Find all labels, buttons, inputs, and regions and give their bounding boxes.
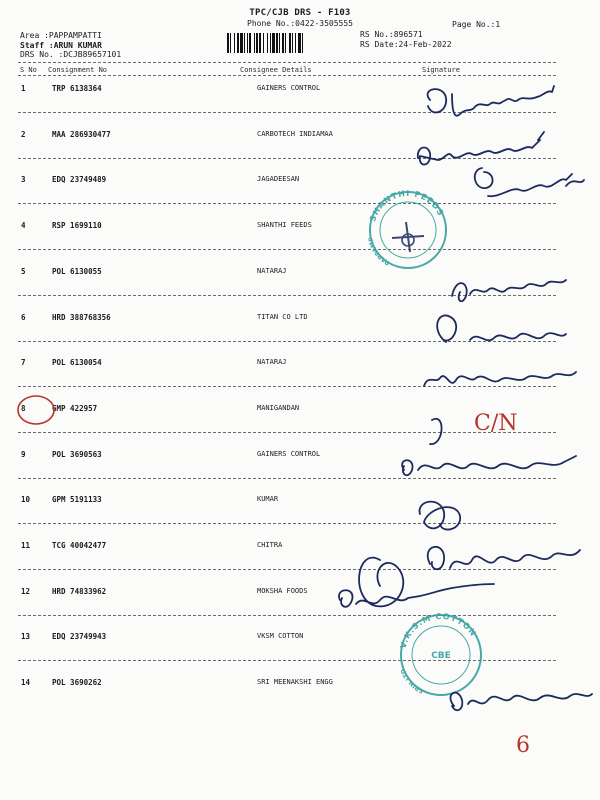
barcode-bar	[279, 33, 280, 53]
svg-text:PAPPAMP	[367, 236, 391, 266]
barcode-bar	[237, 33, 239, 53]
row-serial-number: 6	[21, 313, 26, 322]
row-divider	[18, 478, 556, 479]
signature-row-2	[418, 132, 544, 165]
sheet-header	[200, 8, 400, 28]
row-serial-number: 8	[21, 404, 26, 413]
svg-text:SHANTHI FEEDS	[368, 189, 445, 223]
row-consignee: JAGADEESAN	[257, 175, 300, 183]
count-note: 6	[516, 733, 530, 758]
barcode-bar	[227, 33, 229, 53]
row-divider	[18, 569, 556, 570]
row-consignment-number: MAA 286930477	[52, 130, 111, 139]
row-consignee: MOKSHA FOODS	[257, 587, 308, 595]
col-sno: S No	[20, 66, 37, 74]
row-consignment-number: HRD 74833962	[52, 587, 107, 596]
col-consignee: Consignee Details	[240, 66, 312, 74]
row-consignee: TITAN CO LTD	[257, 313, 308, 321]
barcode-bar	[244, 33, 245, 53]
row-divider	[18, 432, 556, 433]
area-label: Area :PAPPAMPATTI	[20, 31, 102, 40]
barcode-bar	[263, 33, 264, 53]
rs-date: RS Date:24-Feb-2022	[360, 39, 452, 49]
signature-row-3	[475, 168, 572, 196]
barcode-bar	[256, 33, 258, 53]
signature-row-7	[424, 372, 576, 386]
row-consignee: NATARAJ	[257, 358, 287, 366]
barcode-bar	[249, 33, 251, 53]
row-consignment-number: GPM 5191133	[52, 495, 102, 504]
svg-text:V.K.S.M COTTON	[399, 612, 479, 650]
row-consignee: KUMAR	[257, 495, 279, 503]
barcode-bar	[298, 33, 301, 53]
barcode-bar	[292, 33, 293, 53]
signature-row-14	[450, 693, 592, 711]
row-divider	[18, 615, 556, 616]
row-divider	[18, 660, 556, 661]
row-divider	[18, 386, 556, 387]
vksm-stamp-side: SPIN LTD	[399, 667, 425, 695]
barcode-bar	[270, 33, 271, 53]
barcode-bar	[282, 33, 284, 53]
row-consignment-number: EDQ 23749943	[52, 632, 107, 641]
page-number: Page No.:1	[452, 20, 501, 29]
signature-row-9	[402, 419, 576, 475]
row-consignee: NATARAJ	[257, 267, 287, 275]
row-serial-number: 10	[21, 495, 31, 504]
divider	[18, 62, 556, 63]
divider	[18, 75, 556, 76]
row-divider	[18, 203, 556, 204]
shanthi-stamp-side: PAPPAMP	[367, 236, 392, 267]
barcode-bar	[230, 33, 231, 53]
row-divider	[18, 112, 556, 113]
signature-row-12	[339, 558, 494, 607]
row-divider	[18, 295, 556, 296]
vksm-stamp-center: CBE	[431, 651, 451, 661]
phone-number: Phone No.:0422-3505555	[247, 19, 353, 28]
row-serial-number: 9	[21, 450, 26, 459]
row-consignee: CARBOTECH INDIAMAA	[257, 130, 333, 138]
row-consignee: GAINERS CONTROL	[257, 450, 321, 458]
row-consignee: SHANTHI FEEDS	[257, 221, 312, 229]
barcode-bar	[302, 33, 303, 53]
shanthi-stamp-text: SHANTHI FEEDS	[368, 188, 446, 223]
row-consignee: VKSM COTTON	[257, 632, 304, 640]
barcode-bar	[240, 33, 243, 53]
sheet-title: TPC/CJB DRS - F103	[249, 8, 351, 18]
staff-label: Staff :ARUN KUMAR	[20, 40, 102, 50]
cn-note: C/N	[474, 411, 518, 436]
row-consignee: MANIGANDAN	[257, 404, 300, 412]
barcode-bar	[285, 33, 286, 53]
row-serial-number: 13	[21, 632, 31, 641]
row-serial-number: 5	[21, 267, 26, 276]
col-consignment: Consignment No	[48, 66, 108, 74]
barcode-bar	[276, 33, 278, 53]
vksm-stamp-text: V.K.S.M COTTON	[398, 611, 479, 650]
barcode-bar	[254, 33, 255, 53]
barcode-bar	[234, 33, 235, 53]
row-consignment-number: EDQ 23749489	[52, 175, 107, 184]
row-serial-number: 1	[21, 84, 26, 93]
barcode-bar	[289, 33, 291, 53]
row-consignment-number: POL 3690262	[52, 678, 102, 687]
col-signature: Signature	[422, 66, 460, 74]
barcode	[227, 33, 353, 53]
barcode-bar	[259, 33, 261, 53]
row-consignee: CHITRA	[257, 541, 283, 549]
row-serial-number: 14	[21, 678, 31, 687]
rs-number: RS No.:896571	[360, 30, 423, 39]
row-consignment-number: POL 3690563	[52, 450, 102, 459]
barcode-bar	[295, 33, 296, 53]
barcode-bar	[247, 33, 248, 53]
row-serial-number: 3	[21, 175, 26, 184]
row-consignment-number: TRP 6138364	[52, 84, 102, 93]
signature-row-10	[420, 502, 461, 530]
drs-number: DRS No. :DCJB89657101	[20, 50, 122, 59]
area-staff-block	[20, 31, 121, 60]
row-consignment-number: RSP 1699110	[52, 221, 102, 230]
shanthi-feeds-stamp	[367, 189, 446, 268]
row-divider	[18, 249, 556, 250]
signature-row-6	[437, 315, 566, 342]
row-serial-number: 11	[21, 541, 31, 550]
row-consignment-number: POL 6130054	[52, 358, 102, 367]
barcode-bar	[267, 33, 268, 53]
row-consignment-number: GMP 422957	[52, 404, 98, 413]
row-consignee: GAINERS CONTROL	[257, 84, 321, 92]
row-divider	[18, 523, 556, 524]
svg-text:SPIN LTD	[400, 668, 425, 695]
signature-row-5	[452, 280, 566, 301]
barcode-bar	[272, 33, 275, 53]
row-consignment-number: HRD 388768356	[52, 313, 111, 322]
row-divider	[18, 341, 556, 342]
row-serial-number: 7	[21, 358, 26, 367]
row-serial-number: 12	[21, 587, 31, 596]
row-serial-number: 4	[21, 221, 26, 230]
row-consignment-number: TCG 40042477	[52, 541, 107, 550]
vksm-cotton-stamp	[399, 612, 481, 695]
signature-stroke-row-3	[566, 180, 584, 186]
row-consignee: SRI MEENAKSHI ENGG	[257, 678, 333, 686]
row-consignment-number: POL 6130055	[52, 267, 102, 276]
signature-row-11	[428, 547, 580, 569]
row-serial-number: 2	[21, 130, 26, 139]
row-divider	[18, 158, 556, 159]
rs-block	[360, 30, 452, 49]
